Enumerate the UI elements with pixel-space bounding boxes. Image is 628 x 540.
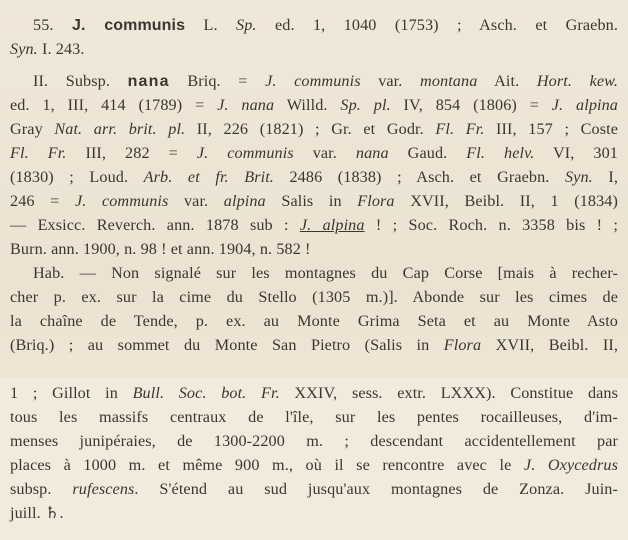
hab-line-5 bbox=[10, 382, 618, 404]
text-span: Salis in bbox=[265, 192, 358, 210]
entry-line-1 bbox=[33, 14, 618, 37]
text-span: (1830) ; Loud. bbox=[10, 168, 144, 186]
taxon-name: J. communis bbox=[265, 72, 361, 90]
taxon-name: J. alpina bbox=[299, 216, 365, 234]
text-span: places à 1000 m. et même 900 m., où il se rencontre avec le bbox=[10, 456, 524, 474]
text-span: 246 = bbox=[10, 192, 75, 210]
subsp-line-3 bbox=[10, 118, 618, 140]
hab-line-10 bbox=[10, 502, 628, 524]
reference-title: Hort. kew. bbox=[536, 72, 618, 90]
text-span: XVII, Beibl. II, 1 (1834) bbox=[394, 192, 618, 210]
text-span: II. Subsp. bbox=[33, 72, 128, 90]
text-span: IV, 854 (1806) = bbox=[390, 96, 552, 114]
taxon-name: nana bbox=[355, 144, 389, 162]
text-span: ! ; Soc. Roch. n. 3358 bis ! ; bbox=[364, 216, 619, 234]
text-span: subsp. bbox=[10, 480, 73, 498]
text-span: tous les massifs centraux de l'île, sur les pentes rocailleuses, d'im- bbox=[10, 408, 618, 426]
hab-line-2 bbox=[10, 286, 618, 308]
hab-line-3 bbox=[10, 310, 618, 332]
text-span: Briq. = bbox=[169, 72, 266, 90]
reference-title: Fl. Fr. bbox=[435, 120, 485, 138]
reference-title: Sp. pl. bbox=[340, 96, 391, 114]
taxon-name: J. Oxycedrus bbox=[523, 456, 618, 474]
subspecies-name: nana bbox=[127, 73, 170, 90]
taxon-name: J. alpina bbox=[551, 96, 618, 114]
taxon-name: alpina bbox=[223, 192, 266, 210]
text-span: II, 226 (1821) ; Gr. et Godr. bbox=[185, 120, 436, 138]
taxon-name: J. nana bbox=[217, 96, 275, 114]
text-span: I, bbox=[592, 168, 618, 186]
text-span: — Exsicc. Reverch. ann. 1878 sub : bbox=[10, 216, 300, 234]
reference-title: Syn. bbox=[10, 40, 38, 58]
taxon-name: J. communis bbox=[74, 192, 169, 210]
text-span: var. bbox=[168, 192, 224, 210]
subsp-line-8 bbox=[10, 238, 628, 260]
hab-line-6 bbox=[10, 406, 618, 428]
text-span: III, 282 = bbox=[66, 144, 197, 162]
text-span: Ait. bbox=[477, 72, 537, 90]
reference-title: Flora bbox=[443, 336, 482, 354]
text-span: XXIV, sess. extr. LXXX). Constitue dans bbox=[279, 384, 619, 402]
hab-line-7 bbox=[10, 430, 618, 452]
text-span: var. bbox=[360, 72, 421, 90]
entry-number: 55. bbox=[33, 16, 54, 34]
reference-title: Fl. Fr. bbox=[10, 144, 67, 162]
text-span: Hab. — Non signalé sur les montagnes du Cap Corse [mais à recher- bbox=[33, 264, 618, 282]
subsp-line-6 bbox=[10, 190, 618, 212]
text-span: . S'étend au sud jusqu'aux montagnes de Zonza. Juin- bbox=[134, 480, 618, 498]
text-span: 2486 (1838) ; Asch. et Graebn. bbox=[273, 168, 565, 186]
perennial-symbol: ♄. bbox=[44, 504, 64, 522]
text-span: cher p. ex. sur la cime du Stello (1305 m.)]. Abonde sur les cimes de bbox=[10, 288, 618, 306]
reference-title: Bull. Soc. bot. Fr. bbox=[132, 384, 280, 402]
text-span: la chaîne de Tende, p. ex. au Monte Grima Seta et au Monte Asto bbox=[10, 312, 618, 330]
hab-line-8 bbox=[10, 454, 618, 476]
hab-line-9 bbox=[10, 478, 618, 500]
text-span: 1 ; Gillot in bbox=[10, 384, 133, 402]
reference-title: Arb. et fr. Brit. bbox=[143, 168, 274, 186]
reference-title: Fl. helv. bbox=[466, 144, 535, 162]
text-span: III, 157 ; Coste bbox=[484, 120, 619, 138]
text-span: (Briq.) ; au sommet du Monte San Pietro (Salis in bbox=[10, 336, 444, 354]
subsp-line-5 bbox=[10, 166, 618, 188]
reference-title: Sp. bbox=[236, 16, 257, 34]
text-span: Gaud. bbox=[388, 144, 467, 162]
text-span: menses junipéraies, de 1300-2200 m. ; descendant accidentellement par bbox=[10, 432, 618, 450]
species-name: J. communis bbox=[71, 17, 186, 34]
text-span: Willd. bbox=[274, 96, 341, 114]
hab-line-1 bbox=[33, 262, 618, 284]
subsp-line-1 bbox=[33, 70, 618, 93]
author-text: L. bbox=[185, 16, 237, 34]
entry-line-2 bbox=[10, 38, 628, 60]
reference-text: ed. 1, 1040 (1753) ; Asch. et Graebn. bbox=[256, 16, 618, 34]
subsp-line-2 bbox=[10, 94, 618, 116]
text-span: XVII, Beibl. II, bbox=[481, 336, 618, 354]
reference-title: Nat. arr. brit. pl. bbox=[54, 120, 186, 138]
subsp-line-4 bbox=[10, 142, 618, 164]
reference-title: Flora bbox=[357, 192, 395, 210]
text-span: Gray bbox=[10, 120, 55, 138]
taxon-name: montana bbox=[420, 72, 478, 90]
reference-text: I. 243. bbox=[37, 40, 85, 58]
text-span: juill. bbox=[10, 504, 45, 522]
text-span: ed. 1, III, 414 (1789) = bbox=[10, 96, 218, 114]
taxon-name: J. communis bbox=[196, 144, 294, 162]
taxon-name: rufescens bbox=[72, 480, 135, 498]
text-span: VI, 301 bbox=[534, 144, 618, 162]
hab-line-4 bbox=[10, 334, 618, 356]
reference-title: Syn. bbox=[564, 168, 593, 186]
text-span: Burn. ann. 1900, n. 98 ! et ann. 1904, n. 582 ! bbox=[10, 240, 311, 258]
subsp-line-7 bbox=[10, 214, 618, 236]
text-span: var. bbox=[293, 144, 356, 162]
